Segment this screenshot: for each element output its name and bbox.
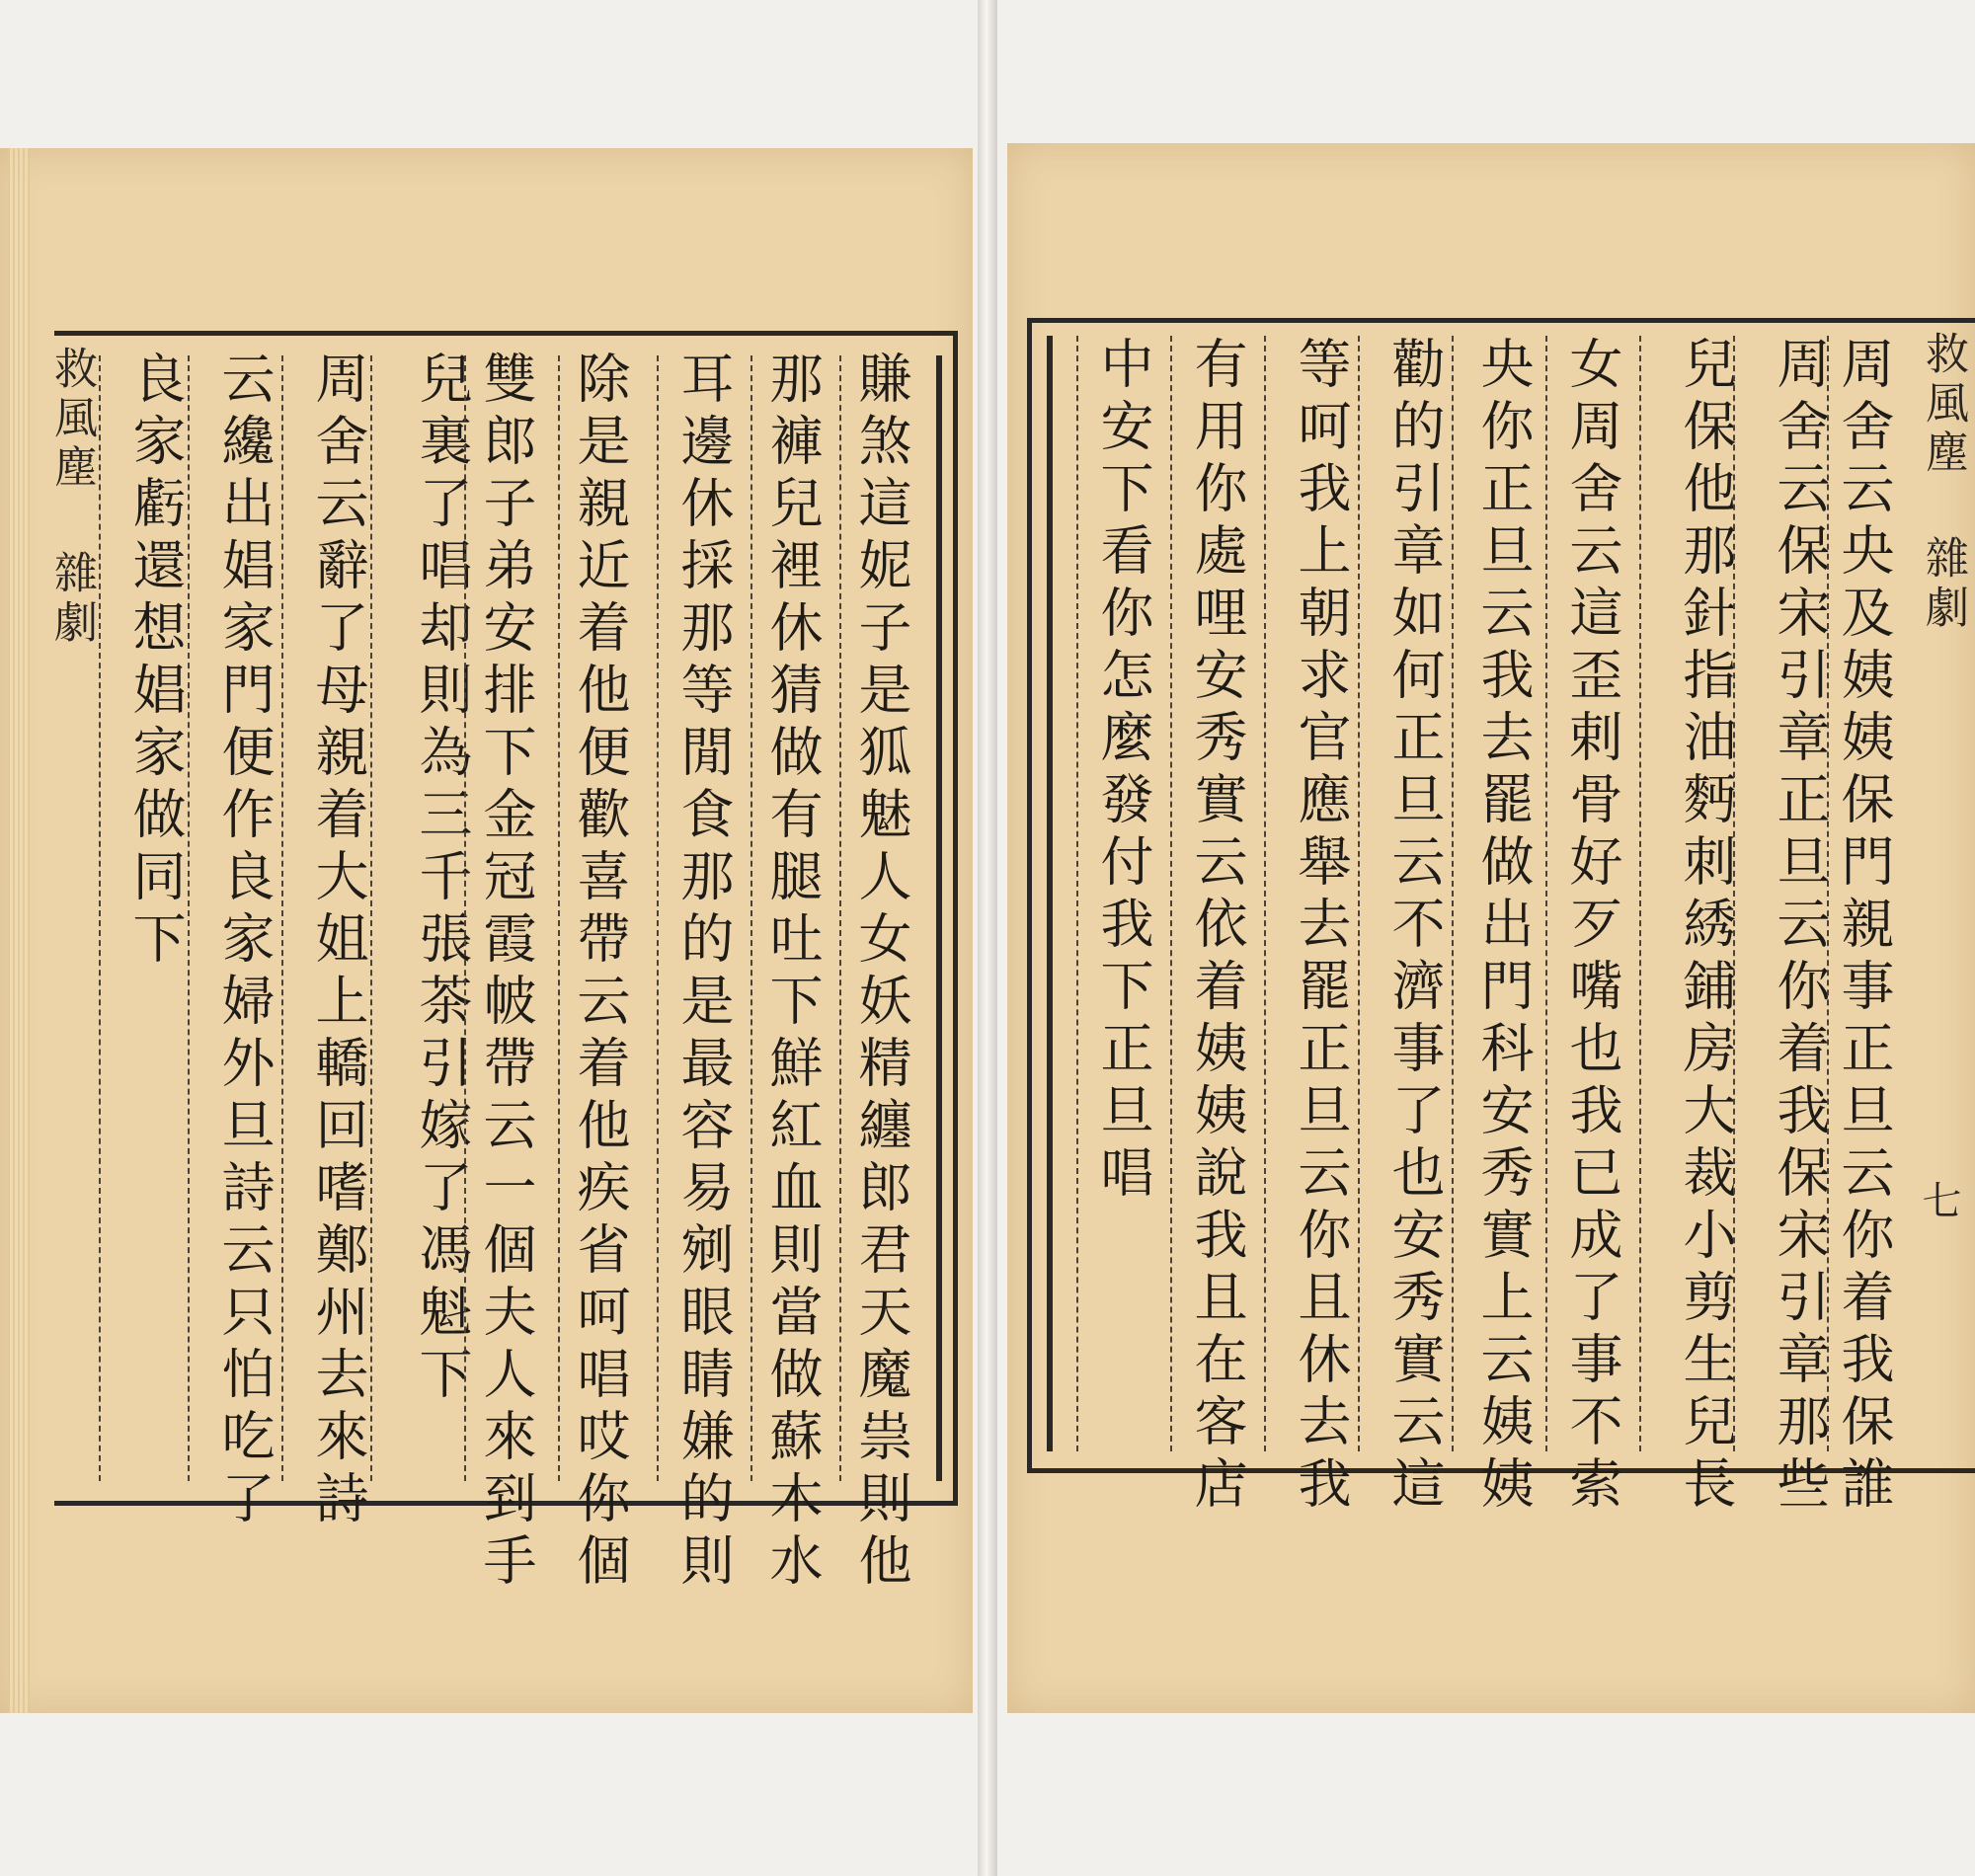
column-divider — [464, 355, 466, 1481]
column-divider — [281, 355, 283, 1481]
column-divider — [839, 355, 841, 1481]
left-column-7: 周舍云辭了母親着大姐上轎回嗜鄭州去來詩 — [307, 351, 369, 1532]
book-gutter — [978, 0, 997, 1876]
right-margin-title: 救風塵 雜劇 — [1918, 331, 1968, 634]
right-column-6: 勸的引章如何正旦云不濟事了也安秀實云這 — [1383, 336, 1446, 1518]
right-column-8: 有用你處哩安秀實云依着姨姨說我且在客店 — [1186, 336, 1248, 1518]
left-column-9: 良家虧還想娼家做同下 — [124, 351, 187, 973]
column-divider — [188, 355, 190, 1481]
left-column-6: 兒裏了唱却則為三千張茶引嫁了馮魁下 — [411, 351, 473, 1408]
left-margin-title: 救風塵 雜劇 — [46, 346, 97, 649]
column-divider — [370, 355, 372, 1481]
column-divider — [1358, 336, 1360, 1451]
right-frame-inner-bar — [1047, 336, 1053, 1451]
column-divider — [1452, 336, 1454, 1451]
column-divider — [1076, 336, 1078, 1451]
right-column-3: 兒保他那針指油麪刺綉鋪房大裁小剪生兒長 — [1675, 336, 1737, 1518]
left-column-4: 除是親近着他便歡喜帶云着他疾省呵唱哎你個 — [569, 351, 631, 1595]
left-column-2: 那褲兒裡休猜做有腿吐下鮮紅血則當做蘇木水 — [761, 351, 824, 1595]
left-column-5: 雙郎子弟安排下金冠霞帔帶云一個夫人來到手 — [475, 351, 537, 1595]
column-divider — [1827, 336, 1829, 1451]
left-column-3: 耳邊休採那等閒食那的是最容易剜眼睛嫌的則 — [672, 351, 735, 1595]
right-column-5: 央你正旦云我去罷做出門科安秀實上云姨姨 — [1472, 336, 1535, 1518]
right-column-4: 女周舍云這歪剌骨好歹嘴也我已成了事不索 — [1561, 336, 1623, 1518]
left-column-8: 云纔出娼家門便作良家婦外旦詩云只怕吃了 — [213, 351, 276, 1532]
column-divider — [99, 355, 101, 1481]
column-divider — [1170, 336, 1172, 1451]
column-divider — [1639, 336, 1641, 1451]
right-column-7: 等呵我上朝求官應舉去罷正旦云你且休去我 — [1290, 336, 1352, 1518]
right-column-1: 周舍云央及姨姨保門親事正旦云你着我保誰 — [1833, 336, 1895, 1518]
column-divider — [1545, 336, 1547, 1451]
left-column-1: 賺煞這妮子是狐魅人女妖精纏郎君天魔祟則他 — [850, 351, 912, 1595]
page-number: 七 — [1916, 1180, 1961, 1225]
right-column-2: 周舍云保宋引章正旦云你着我保宋引章那些 — [1769, 336, 1831, 1518]
left-frame-inner-bar — [936, 355, 942, 1481]
column-divider — [1264, 336, 1266, 1451]
column-divider — [1733, 336, 1735, 1451]
column-divider — [558, 355, 560, 1481]
column-divider — [657, 355, 659, 1481]
page-edge-stack — [8, 148, 30, 1713]
column-divider — [750, 355, 752, 1481]
right-column-9: 中安下看你怎麼發付我下正旦唱 — [1092, 336, 1154, 1207]
